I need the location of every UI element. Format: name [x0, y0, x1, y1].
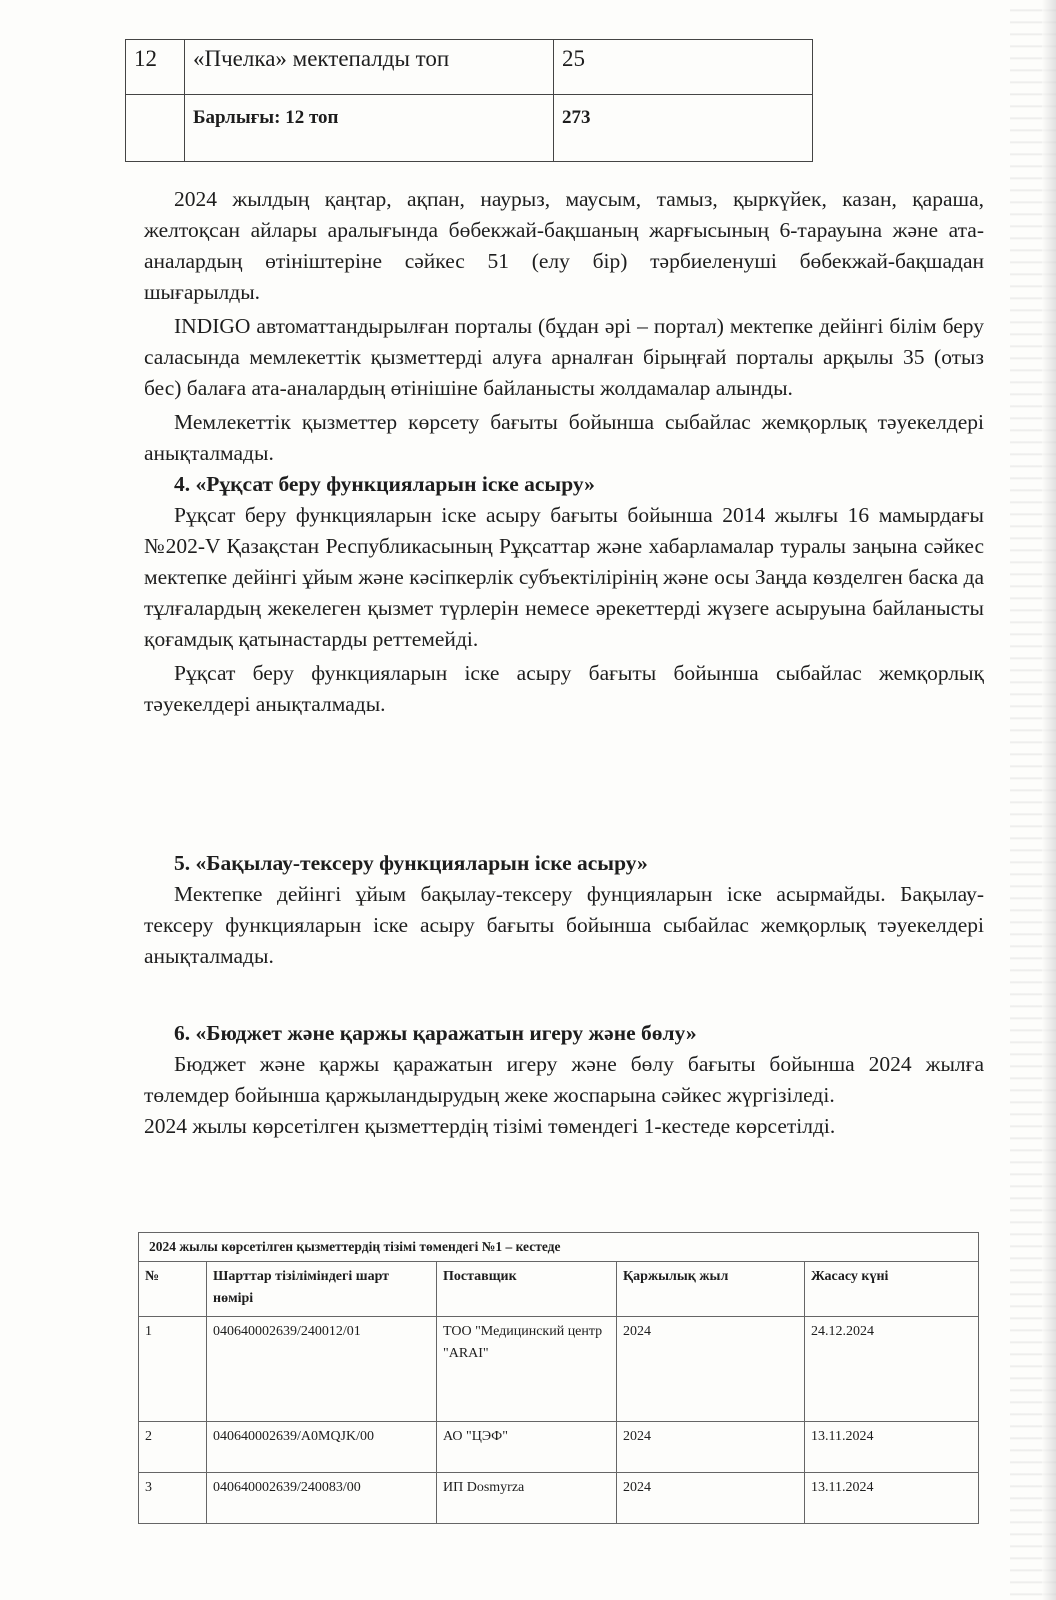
cell-num: 1	[139, 1317, 207, 1422]
total-count: 273	[554, 95, 813, 162]
cell-date: 13.11.2024	[805, 1473, 979, 1524]
body-text-section-5	[144, 848, 984, 972]
group-name: «Пчелка» мектепалды топ	[185, 40, 554, 95]
group-count: 25	[554, 40, 813, 95]
section-heading-5: 5. «Бақылау-тексеру функцияларын іске асыру»	[174, 851, 648, 875]
groups-table	[125, 39, 813, 162]
table-row-total	[126, 95, 813, 162]
table-header-row	[139, 1262, 979, 1317]
table-row	[139, 1317, 979, 1422]
cell-supplier: АО "ЦЭФ"	[437, 1422, 617, 1473]
paragraph: INDIGO автоматтандырылған порталы (бұдан әрі – портал) мектепке дейінгі білім беру саласында мемлекеттік қызметтерді алуға арналған бірыңғай порталы арқылы 35 (отыз бес) балаға ата-аналардың өтінішіне байланысты жолдамалар алынды.	[144, 314, 984, 400]
paragraph: Мектепке дейінгі ұйым бақылау-тексеру фунцияларын іске асырмайды. Бақылау-тексеру функцияларын іске асыру бағыты бойынша сыбайлас жемқорлық тәуекелдері анықталмады.	[144, 882, 984, 968]
table-row	[126, 40, 813, 95]
scan-edge-shadow-dark	[1042, 0, 1056, 1600]
cell-year: 2024	[617, 1422, 805, 1473]
cell-supplier: ТОО "Медицинский центр "ARAI"	[437, 1317, 617, 1422]
cell-num: 2	[139, 1422, 207, 1473]
cell-contract: 040640002639/240012/01	[207, 1317, 437, 1422]
paragraph: 2024 жылы көрсетілген қызметтердің тізімі төмендегі 1-кестеде көрсетілді.	[144, 1114, 836, 1138]
table-row	[139, 1422, 979, 1473]
header-supplier: Поставщик	[437, 1262, 617, 1317]
cell-contract: 040640002639/A0MQJK/00	[207, 1422, 437, 1473]
header-date: Жасасу күні	[805, 1262, 979, 1317]
paragraph: Бюджет және қаржы қаражатын игеру және бөлу бағыты бойынша 2024 жылға төлемдер бойынша қаржыландырудың жеке жоспарына сәйкес жүргізіледі.	[144, 1052, 984, 1107]
services-table	[138, 1232, 979, 1524]
cell-year: 2024	[617, 1317, 805, 1422]
cell-date: 13.11.2024	[805, 1422, 979, 1473]
paragraph: Мемлекеттік қызметтер көрсету бағыты бойынша сыбайлас жемқорлық тәуекелдері анықталмады.	[144, 410, 984, 465]
total-label: Барлығы: 12 топ	[185, 95, 554, 162]
section-heading-6: 6. «Бюджет және қаржы қаражатын игеру және бөлу»	[174, 1021, 697, 1045]
header-num: №	[139, 1262, 207, 1317]
paragraph: Рұқсат беру функцияларын іске асыру бағыты бойынша 2014 жылғы 16 мамырдағы №202-V Қазақстан Республикасының Рұқсаттар және хабарламалар туралы заңына сәйкес мектепке дейінгі ұйым және кәсіпкерлік субъектілірінің және осы Заңда көзделген баска да тұлғалардың жекелеген қызмет түрлерін немесе әрекеттерді жүзеге асыруына байланысты қоғамдық қатынастарды реттемейді.	[144, 503, 984, 651]
row-number	[126, 95, 185, 162]
row-number: 12	[126, 40, 185, 95]
cell-date: 24.12.2024	[805, 1317, 979, 1422]
table-caption: 2024 жылы көрсетілген қызметтердің тізімі төмендегі №1 – кестеде	[139, 1233, 979, 1262]
paragraph: Рұқсат беру функцияларын іске асыру бағыты бойынша сыбайлас жемқорлық тәуекелдері анықталмады.	[144, 661, 984, 716]
section-heading-4: 4. «Рұқсат беру функцияларын іске асыру»	[174, 472, 595, 496]
header-contract: Шарттар тізіліміндегі шарт нөмірі	[207, 1262, 437, 1317]
paragraph: 2024 жылдың қаңтар, ақпан, наурыз, маусым, тамыз, қыркүйек, казан, қараша, желтоқсан айлары аралығында бөбекжай-бақшаның жарғысының 6-тарауына және ата-аналардың өтініштеріне сәйкес 51 (елу бір) тәрбиеленуші бөбекжай-бақшадан шығарылды.	[144, 187, 984, 304]
cell-supplier: ИП Dosmyrza	[437, 1473, 617, 1524]
body-text	[144, 184, 984, 720]
table-row	[139, 1473, 979, 1524]
header-year: Қаржылық жыл	[617, 1262, 805, 1317]
cell-contract: 040640002639/240083/00	[207, 1473, 437, 1524]
cell-year: 2024	[617, 1473, 805, 1524]
body-text-section-6	[144, 1018, 984, 1142]
cell-num: 3	[139, 1473, 207, 1524]
